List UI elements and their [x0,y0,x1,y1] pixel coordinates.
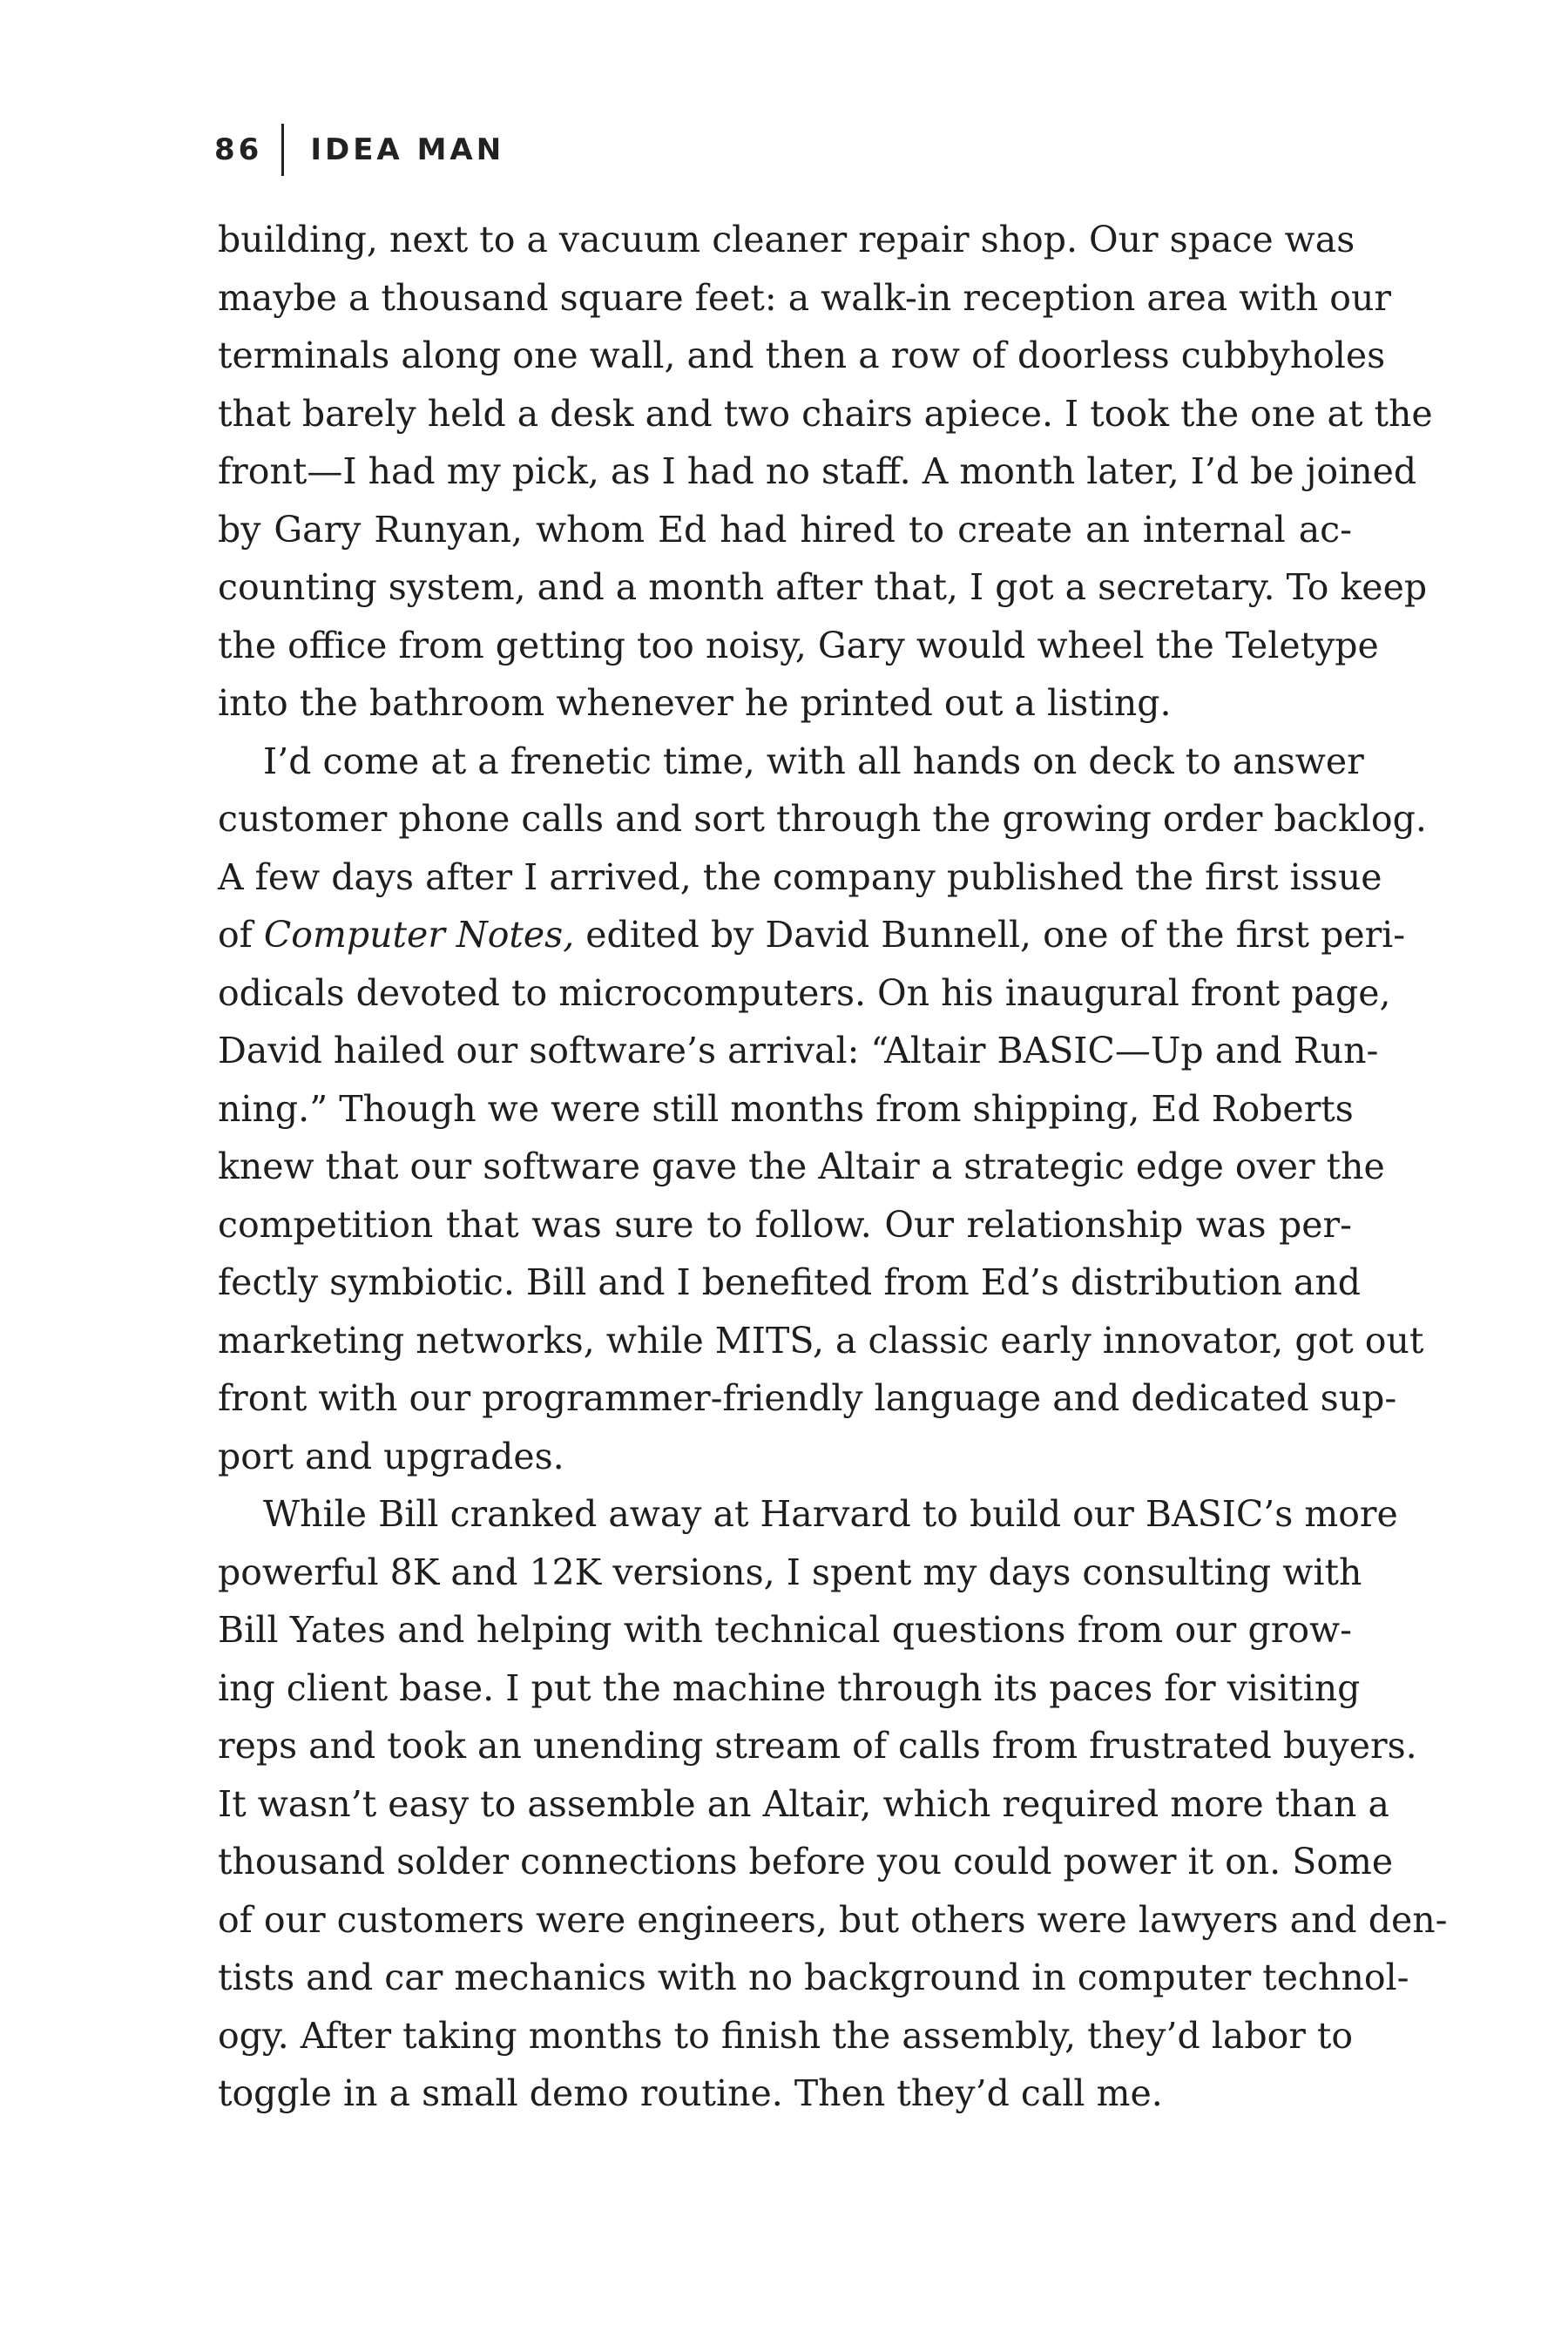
text-line: I’d come at a frenetic time, with all hands on deck to answer [263,740,1364,782]
text-line: front with our programmer-friendly language and dedicated sup- [218,1377,1397,1419]
text-line: competition that was sure to follow. Our relationship was per- [218,1203,1352,1246]
text-line: ning.” Though we were still months from shipping, Ed Roberts [218,1087,1354,1130]
text-line: fectly symbiotic. Bill and I benefited from Ed’s distribution and [218,1261,1362,1303]
text-line: Bill Yates and helping with technical questions from our grow- [218,1609,1352,1651]
text-line: thousand solder connections before you could power it on. Some [218,1841,1394,1882]
text-line: tists and car mechanics with no background in computer technol- [218,1957,1409,1998]
paragraph [218,733,1427,1486]
book-title: IDEA MAN [310,132,505,167]
text-line: While Bill cranked away at Harvard to build our BASIC’s more [263,1493,1398,1535]
body-text [218,211,1448,2123]
text-line: odicals devoted to microcomputers. On his inaugural front page, [218,971,1391,1014]
text-line: of our customers were engineers, but others were lawyers and den- [218,1898,1448,1941]
text-line: building, next to a vacuum cleaner repair shop. Our space was [218,219,1355,260]
text-line: the office from getting too noisy, Gary would wheel the Teletype [218,624,1379,666]
italic-title: Computer Notes, [263,914,575,956]
text-line: toggle in a small demo routine. Then they’d call me. [218,2072,1163,2114]
header-divider [281,124,284,176]
text-line: that barely held a desk and two chairs apiece. I took the one at the [218,392,1433,435]
running-head [214,124,504,176]
text-line: terminals along one wall, and then a row of doorless cubbyholes [218,335,1386,376]
text-line: ogy. After taking months to finish the assembly, they’d labor to [218,2014,1354,2057]
text-line: counting system, and a month after that, I got a secretary. To keep [218,566,1428,608]
text-line: of Computer Notes, edited by David Bunnell, one of the first peri- [218,914,1406,956]
page-number: 86 [214,132,263,167]
text-line: A few days after I arrived, the company published the first issue [218,855,1382,898]
paragraph [218,211,1433,733]
text-line: customer phone calls and sort through the growing order backlog. [218,798,1427,840]
text-line: marketing networks, while MITS, a classic early innovator, got out [218,1319,1424,1362]
text-line: maybe a thousand square feet: a walk-in reception area with our [218,276,1391,319]
text-line: port and upgrades. [218,1435,564,1477]
text-line: reps and took an unending stream of calls from frustrated buyers. [218,1725,1417,1767]
text-line: David hailed our software’s arrival: “Altair BASIC—Up and Run- [218,1030,1379,1071]
text-line: by Gary Runyan, whom Ed had hired to create an internal ac- [218,508,1352,551]
text-line: into the bathroom whenever he printed out a listing. [218,682,1172,724]
text-line: powerful 8K and 12K versions, I spent my days consulting with [218,1551,1362,1593]
paragraph [218,1485,1448,2123]
text-line: It wasn’t easy to assemble an Altair, which required more than a [218,1782,1389,1825]
text-line: knew that our software gave the Altair a strategic edge over the [218,1146,1385,1187]
text-line: ing client base. I put the machine through its paces for visiting [218,1666,1361,1709]
text-line: front—I had my pick, as I had no staff. A month later, I’d be joined [218,450,1417,492]
